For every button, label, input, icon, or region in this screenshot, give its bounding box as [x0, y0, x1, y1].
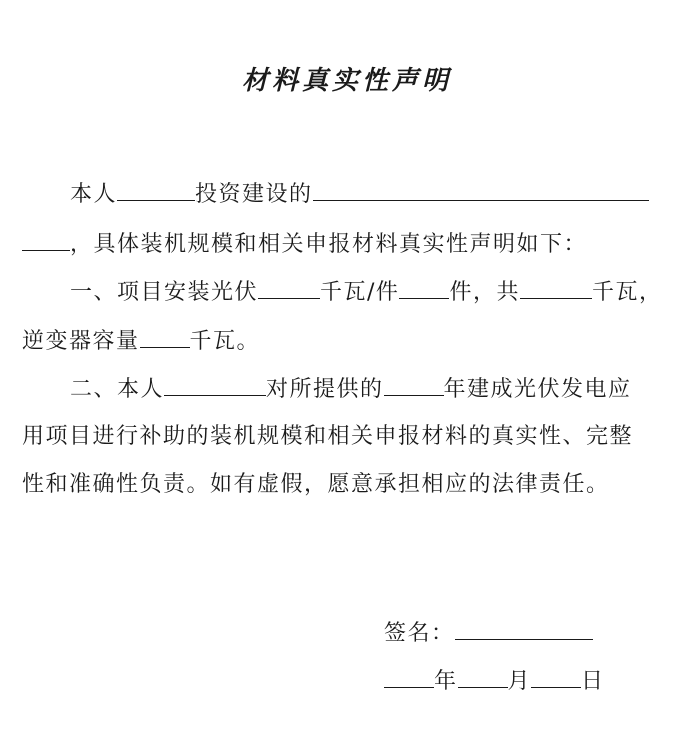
- text-units-total: 件，共: [449, 280, 520, 305]
- investor-blank: [117, 178, 195, 201]
- para1-line1: [70, 178, 649, 210]
- para2-line1: [70, 276, 662, 308]
- text-self: 本人: [70, 182, 118, 207]
- text-provided: 对所提供的: [266, 377, 384, 402]
- para2-line2: [22, 325, 260, 357]
- project-name-blank-cont: [22, 228, 70, 251]
- day-blank: [531, 665, 581, 688]
- year-built-blank: [384, 373, 444, 396]
- capacity-per-unit-blank: [258, 276, 320, 299]
- signature-line: [384, 617, 593, 649]
- total-capacity-blank: [520, 276, 592, 299]
- text-item1: 一、项目安装光伏: [70, 280, 259, 305]
- text-built: 年建成光伏发电应: [443, 377, 632, 402]
- text-invest: 投资建设的: [195, 182, 313, 207]
- signature-blank: [455, 617, 593, 640]
- unit-count-blank: [399, 276, 449, 299]
- day-label: 日: [581, 669, 605, 694]
- month-label: 月: [507, 669, 532, 694]
- text-declare: ，具体装机规模和相关申报材料真实性声明如下：: [70, 232, 588, 257]
- para3-line2: 用项目进行补助的装机规模和相关申报材料的真实性、完整: [22, 424, 634, 449]
- date-line: [384, 665, 605, 697]
- inverter-capacity-blank: [140, 325, 190, 348]
- signature-label: 签名：: [384, 621, 455, 646]
- para3-line1: [70, 373, 632, 405]
- project-name-blank: [313, 178, 649, 201]
- text-kw-per-unit: 千瓦/件: [320, 280, 400, 305]
- year-label: 年: [434, 669, 458, 694]
- para1-line2: [22, 228, 587, 260]
- text-item2: 二、本人: [70, 377, 165, 402]
- para3-line3: 性和准确性负责。如有虚假，愿意承担相应的法律责任。: [22, 472, 610, 497]
- text-kw-end: 千瓦。: [189, 329, 261, 354]
- text-kw: 千瓦，: [591, 280, 663, 305]
- document-title: 材料真实性声明: [241, 66, 452, 96]
- month-blank: [458, 665, 508, 688]
- text-inverter: 逆变器容量: [22, 329, 140, 354]
- declarant-blank: [164, 373, 266, 396]
- year-blank: [384, 665, 434, 688]
